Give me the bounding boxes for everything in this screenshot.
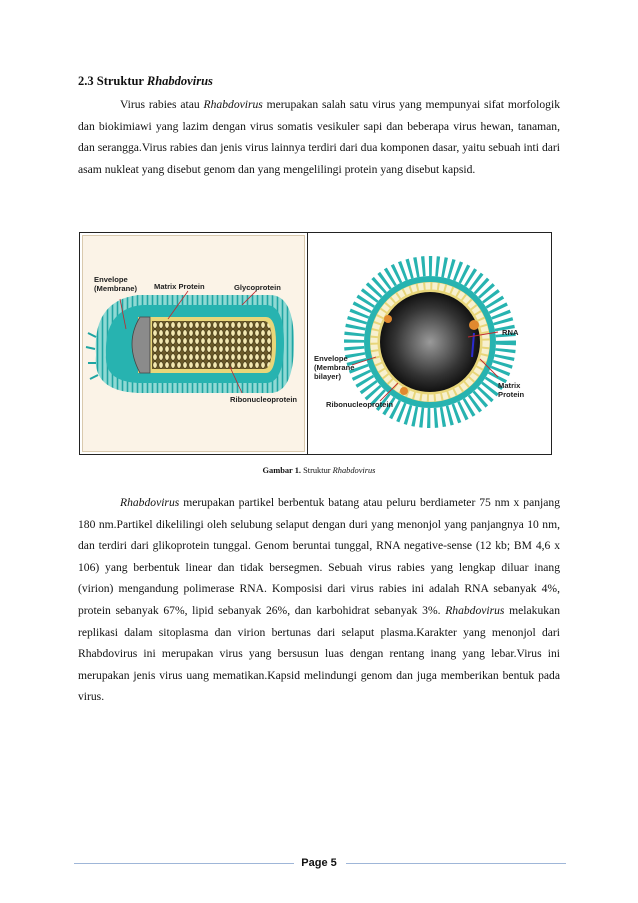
- paragraph-1: [78, 94, 560, 180]
- label-matrix: Matrix: [498, 381, 521, 390]
- label-bilayer: bilayer): [314, 372, 342, 381]
- section-heading: [78, 74, 213, 89]
- label-envelope: Envelope: [314, 354, 348, 363]
- paragraph-2: [78, 492, 560, 708]
- caption-italic: Rhabdovirus: [332, 466, 376, 475]
- caption-text: Struktur: [303, 466, 331, 475]
- label-matrix-protein: Matrix Protein: [154, 282, 205, 291]
- figure-rhabdovirus-cross-section: [307, 232, 552, 455]
- label-membrane: (Membrane): [94, 284, 138, 293]
- paragraph-1-rest: merupakan salah satu virus yang mempunyai sifat morfologik dan biokimiawi yang lazim dengan virus somatis vesikuler sapi dan beberapa virus hewan, tanaman, dan serangga.Virus rabies dan jenis virus lainnya terdiri dari dua komponen dasar, yaitu sebuah inti dari asam nukleat yang disebut genom dan yang mengelilingi protein yang disebut kapsid.: [78, 98, 560, 176]
- virion-side-illustration: [80, 233, 307, 454]
- paragraph-2-italic-2: Rhabdovirus: [445, 603, 505, 617]
- virion-cross-section-illustration: [308, 233, 551, 454]
- section-number: 2.3 Struktur: [78, 74, 144, 88]
- paragraph-2-part-1: merupakan partikel berbentuk batang atau peluru berdiameter 75 nm x panjang 180 nm.Partikel dikelilingi oleh selubung selaput dengan duri yang menonjol yang panjangnya 10 nm, dan terdiri dari glikoprotein tunggal. Genom beruntai tunggal, RNA negative-sense (12 kb; BM 4,6 x 106) yang berbentuk linear dan tidak bersegmen. Sebuah virus rabies yang lengkap diluar inang (virion) mengandung polimerase RNA. Komposisi dari virus rabies ini adalah RNA sebanyak 4%, protein sebanyak 67%, lipid sebanyak 26%, dan karbohidrat sebanyak 3%.: [78, 496, 560, 617]
- label-protein: Protein: [498, 390, 525, 399]
- paragraph-2-italic-1: Rhabdovirus: [120, 496, 180, 509]
- paragraph-2-part-2: melakukan replikasi dalam sitoplasma dan virion bertunas dari selaput plasma.Karakter yang menonjol dari Rhabdovirus ini merupakan virus yang bersusun luas dengan rentang inang yang lebar.Virus ini merupakan jenis virus uang mematikan.Kapsid melindungi genom dan juga memberikan bentuk pada virus.: [78, 603, 561, 704]
- footer-rule-right: [346, 863, 566, 864]
- caption-label: Gambar 1.: [262, 466, 301, 475]
- figure-caption: [0, 466, 638, 475]
- paragraph-1-lead: Virus rabies atau: [120, 98, 204, 111]
- label-envelope: Envelope: [94, 275, 128, 284]
- section-name: Rhabdovirus: [146, 74, 213, 88]
- paragraph-1-italic: Rhabdovirus: [203, 98, 263, 111]
- figure-rhabdovirus-side: [79, 232, 308, 455]
- label-ribonucleoprotein: Ribonucleoprotein: [230, 395, 298, 404]
- label-ribonucleoprotein: Ribonucleoprotein: [326, 400, 394, 409]
- label-rna: RNA: [502, 328, 519, 337]
- page-number: Page 5: [301, 857, 337, 869]
- label-glycoprotein: Glycoprotein: [234, 283, 281, 292]
- label-membrane: (Membrane: [314, 363, 355, 372]
